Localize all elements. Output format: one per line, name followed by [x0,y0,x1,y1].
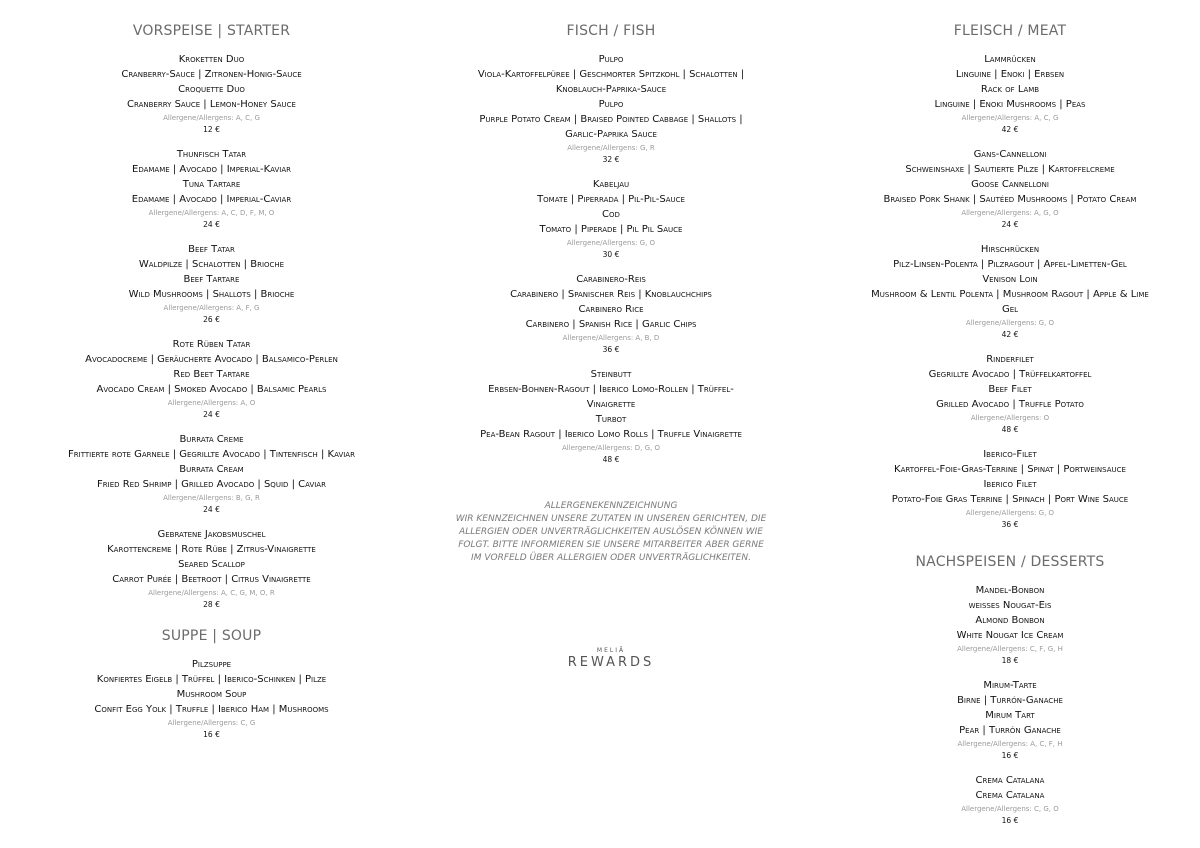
allergens: Allergene/Allergens: G, O [566,239,656,247]
dish-description-en: Carbinero | Spanish Rice | Garlic Chips [525,319,697,330]
dish-name-en: Venison Loin [982,274,1038,285]
dish-name: Gans-Cannelloni [973,149,1047,160]
allergens: Allergene/Allergens: C, F, G, H [957,645,1063,653]
dish-name-en: Burrata Cream [179,464,244,475]
dish-carabinero-reis [455,272,767,356]
price: 32 € [602,155,620,164]
price: 42 € [1001,330,1019,339]
middle-column [455,0,767,670]
dish-name: Pilzsuppe [191,659,232,670]
dish-beef-tatar [50,242,373,326]
dish-description: Avocadocreme | Geräucherte Avocado | Balsamico-Perlen [85,354,338,365]
dish-name-en: Crema Catalana [975,790,1045,801]
dish-description-en: Carrot Purée | Beetroot | Citrus Vinaigrette [112,574,311,585]
dish-description: Frittierte rote Garnele | Gegrillte Avocado | Tintenfisch | Kaviar [68,449,355,460]
dish-name-en: Red Beet Tartare [173,369,250,380]
dish-description: Kartoffel-Foie-Gras-Terrine | Spinat | Portweinsauce [894,464,1126,475]
allergen-notice [455,500,767,565]
dish-description: Karottencreme | Rote Rübe | Zitrus-Vinaigrette [107,544,316,555]
dish-name: Kabeljau [592,179,630,190]
price: 24 € [203,410,220,419]
dish-description-en: White Nougat Ice Cream [956,630,1064,641]
price: 24 € [1001,220,1019,229]
allergen-notice-text: FOLGT. BITTE INFORMIEREN SIE UNSERE MITARBEITER ABER GERNE [458,540,764,550]
dish-description: weißes Nougat-Eis [968,600,1052,611]
dish-name-en: Croquette Duo [178,84,245,95]
dish-description-en: Potato-Foie Gras Terrine | Spinach | Port Wine Sauce [891,494,1129,505]
dish-pulpo [455,52,767,166]
dish-name: Steinbutt [590,369,632,380]
dish-description-en: Mushroom & Lentil Polenta | Mushroom Ragout | Apple & Lime [871,289,1149,300]
price: 24 € [203,220,220,229]
dish-description-en: Grilled Avocado | Truffle Potato [936,399,1084,410]
price: 42 € [1001,125,1019,134]
dish-rinderfilet [855,352,1165,436]
allergen-notice-text: WIR KENNZEICHNEN UNSERE ZUTATEN IN UNSEREN GERICHTEN, DIE [455,514,767,524]
dish-description-en: Edamame | Avocado | Imperial-Caviar [131,194,292,205]
dish-thunfisch-tatar [50,147,373,231]
dish-name: Iberico-Filet [983,449,1037,460]
dish-name: Mirum-Tarte [983,680,1037,691]
section-title-meat: FLEISCH / MEAT [953,23,1067,39]
allergens: Allergene/Allergens: O [970,414,1050,422]
dish-name-en: Seared Scallop [178,559,245,570]
dish-name: Hirschrücken [980,244,1040,255]
allergens: Allergene/Allergens: D, G, O [562,444,660,452]
dish-name-en: Mirum Tart [985,710,1035,721]
dish-name: Burrata Creme [179,434,244,445]
dish-description: Carabinero | Spanischer Reis | Knoblauchchips [510,289,712,300]
allergens: Allergene/Allergens: B, G, R [163,494,260,502]
dish-description: Linguine | Enoki | Erbsen [955,69,1065,80]
dish-kabeljau [455,177,767,261]
dish-description-en: Linguine | Enoki Mushrooms | Peas [934,99,1086,110]
allergen-notice-text: ALLERGIEN ODER UNVERTRÄGLICHKEITEN AUSLÖSEN KÖNNEN WIE [459,527,763,537]
allergen-notice-title: ALLERGENEKENNZEICHNUNG [544,501,678,511]
price: 16 € [1001,751,1019,760]
dish-kroketten [50,52,373,136]
logo-rewards: REWARDS [567,655,655,670]
dish-name-en: Pulpo [598,99,624,110]
dish-mirum-tarte [855,678,1165,762]
left-column [50,0,373,752]
dish-description-en: Braised Pork Shank | Sautéed Mushrooms | Potato Cream [883,194,1137,205]
section-title-starter: VORSPEISE | STARTER [132,23,291,39]
allergen-notice-text: IM VORFELD ÜBER ALLERGIEN ODER UNVERTRÄGLICHKEITEN. [471,553,751,563]
dish-hirschruecken [855,242,1165,341]
dish-name-en: Mushroom Soup [176,689,247,700]
allergens: Allergene/Allergens: A, C, G [163,114,260,122]
price: 16 € [203,730,220,739]
allergens: Allergene/Allergens: G, O [965,319,1055,327]
dish-name-en: Goose Cannelloni [971,179,1049,190]
dish-description-en: Purple Potato Cream | Braised Pointed Cabbage | Shallots | [479,114,743,125]
dish-description: Pilz-Linsen-Polenta | Pilzragout | Apfel-Limetten-Gel [893,259,1127,270]
dish-iberico-filet [855,447,1165,531]
dish-name: Lammrücken [984,54,1036,65]
dish-rote-rueben-tatar [50,337,373,421]
melia-rewards-logo [455,647,767,670]
dish-name-en: Cod [602,209,620,220]
dish-description: Knoblauch-Paprika-Sauce [555,84,667,95]
price: 28 € [203,600,220,609]
allergens: Allergene/Allergens: C, G, O [961,805,1059,813]
dish-description: Erbsen-Bohnen-Ragout | Iberico Lomo-Rollen | Trüffel- [488,384,734,395]
dish-description-en: Pear | Turrón Ganache [959,725,1061,736]
dish-description: Edamame | Avocado | Imperial-Kaviar [132,164,291,175]
allergens: Allergene/Allergens: A, B, D [562,334,660,342]
dish-description-en: Garlic-Paprika Sauce [565,129,657,140]
price: 36 € [1001,520,1019,529]
price: 48 € [1001,425,1019,434]
dish-description-en: Fried Red Shrimp | Grilled Avocado | Squid | Caviar [97,479,326,490]
price: 12 € [203,125,220,134]
dish-name: Carabinero-Reis [576,274,646,285]
dish-description: Schweinshaxe | Sautierte Pilze | Kartoffelcreme [905,164,1115,175]
dish-name-en: Tuna Tartare [182,179,241,190]
dish-name: Pulpo [598,54,624,65]
dish-lammruecken [855,52,1165,136]
dish-description-en: Cranberry Sauce | Lemon-Honey Sauce [127,99,296,110]
dish-name: Gebratene Jakobsmuschel [157,529,266,540]
dish-description: Waldpilze | Schalotten | Brioche [138,259,285,270]
dish-description: Konfiertes Eigelb | Trüffel | Iberico-Schinken | Pilze [96,674,327,685]
allergens: Allergene/Allergens: C, G [167,719,256,727]
allergens: Allergene/Allergens: A, C, D, F, M, O [148,209,275,217]
section-title-desserts: NACHSPEISEN / DESSERTS [915,554,1105,570]
dish-steinbutt [455,367,767,466]
dish-description-en: Pea-Bean Ragout | Iberico Lomo Rolls | Truffle Vinaigrette [480,429,742,440]
section-title-fish: FISCH / FISH [566,23,656,39]
dish-name-en: Almond Bonbon [975,615,1045,626]
dish-name: Thunfisch Tatar [176,149,247,160]
dish-name-en: Beef Filet [988,384,1032,395]
right-column [855,0,1165,838]
price: 16 € [1001,816,1019,825]
dish-description: Vinaigrette [586,399,636,410]
dish-description: Viola-Kartoffelpüree | Geschmorter Spitzkohl | Schalotten | [477,69,745,80]
dish-name-en: Rack of Lamb [980,84,1040,95]
allergens: Allergene/Allergens: A, C, G [961,114,1059,122]
allergens: Allergene/Allergens: A, O [167,399,256,407]
dish-description-en: Wild Mushrooms | Shallots | Brioche [128,289,295,300]
dish-gans-cannelloni [855,147,1165,231]
dish-name: Beef Tatar [188,244,235,255]
dish-name-en: Carbinero Rice [578,304,644,315]
dish-description: Cranberry-Sauce | Zitronen-Honig-Sauce [121,69,302,80]
allergens: Allergene/Allergens: A, F, G [163,304,260,312]
dish-description-en: Confit Egg Yolk | Truffle | Iberico Ham | Mushrooms [94,704,329,715]
dish-description-en: Avocado Cream | Smoked Avocado | Balsamic Pearls [96,384,327,395]
dish-description: Tomate | Piperrada | Pil-Pil-Sauce [537,194,685,205]
dish-description-en: Tomato | Piperade | Pil Pil Sauce [539,224,683,235]
price: 24 € [203,505,220,514]
price: 36 € [602,345,620,354]
dish-crema-catalana [855,773,1165,827]
allergens: Allergene/Allergens: G, O [965,509,1055,517]
dish-name: Kroketten Duo [178,54,245,65]
dish-name-en: Beef Tartare [183,274,240,285]
price: 30 € [602,250,620,259]
dish-name: Mandel-Bonbon [975,585,1045,596]
dish-description-en: Gel [1001,304,1019,315]
dish-description: Birne | Turrón-Ganache [957,695,1063,706]
dish-name-en: Turbot [595,414,627,425]
price: 48 € [602,455,620,464]
dish-name: Rinderfilet [986,354,1034,365]
section-title-soup: SUPPE | SOUP [161,628,262,644]
dish-name: Rote Rüben Tatar [172,339,251,350]
dish-description: Gegrillte Avocado | Trüffelkartoffel [928,369,1092,380]
dish-jakobsmuschel [50,527,373,611]
dish-name-en: Iberico Filet [983,479,1037,490]
dish-burrata-creme [50,432,373,516]
logo-brand: MELIÃ [596,647,626,654]
price: 18 € [1001,656,1019,665]
dish-mandel-bonbon [855,583,1165,667]
price: 26 € [203,315,220,324]
allergens: Allergene/Allergens: G, R [567,144,655,152]
allergens: Allergene/Allergens: A, C, G, M, O, R [148,589,275,597]
allergens: Allergene/Allergens: A, G, O [961,209,1059,217]
dish-pilzsuppe [50,657,373,741]
dish-name: Crema Catalana [975,775,1045,786]
allergens: Allergene/Allergens: A, C, F, H [957,740,1063,748]
